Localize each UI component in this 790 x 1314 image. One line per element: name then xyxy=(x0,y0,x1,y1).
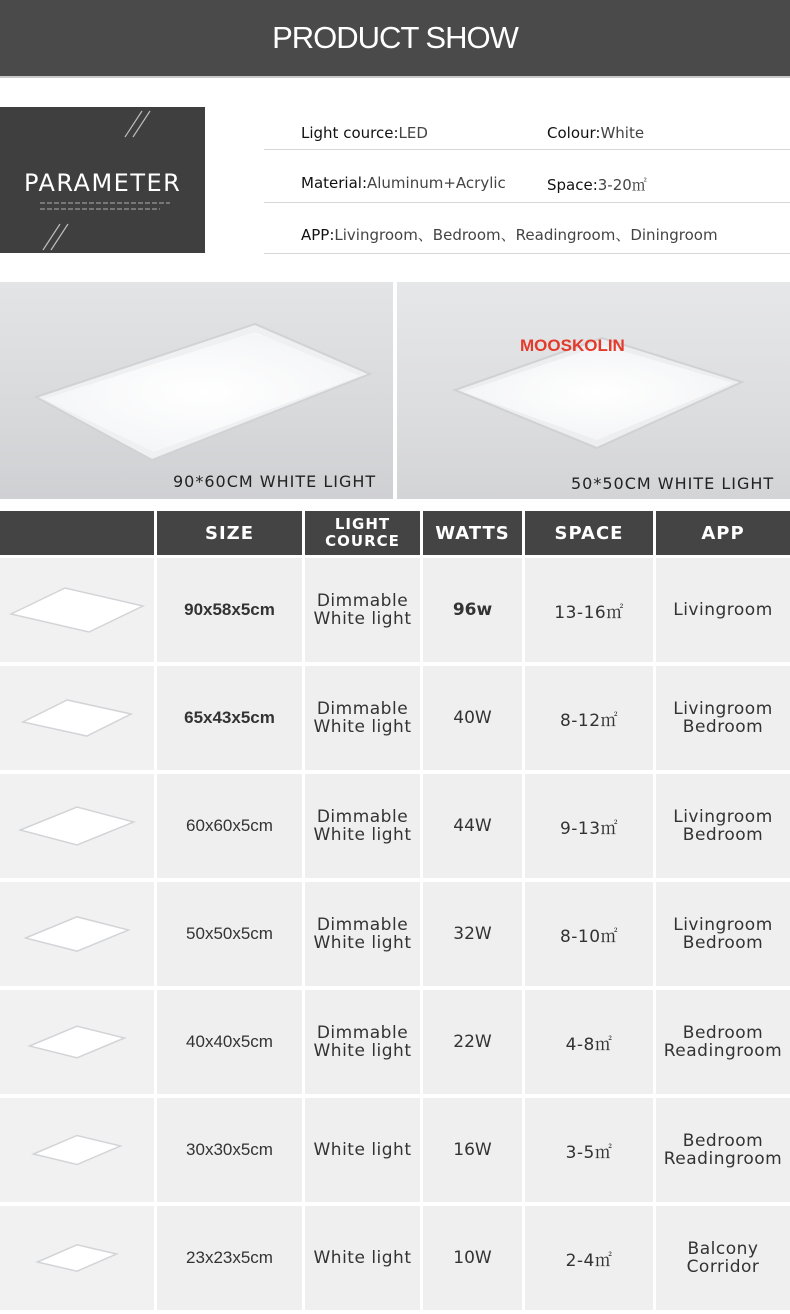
app-lines xyxy=(673,808,773,844)
table-cell-thumbnail xyxy=(0,1206,154,1310)
app-line: Bedroom xyxy=(682,825,764,845)
parameter-box xyxy=(0,107,205,253)
table-cell-watts xyxy=(423,558,522,662)
table-cell-light xyxy=(305,666,420,770)
table-cell-app xyxy=(656,882,790,986)
table-cell-space xyxy=(525,666,653,770)
app-line: Livingroom xyxy=(673,807,773,827)
decorative-fine-text xyxy=(40,202,170,204)
app-line: Readingroom xyxy=(663,1149,783,1169)
app-line: Corridor xyxy=(686,1257,760,1277)
param-material xyxy=(301,174,506,192)
space-value: 2-4㎡ xyxy=(565,1250,613,1271)
table-cell-light xyxy=(305,774,420,878)
size-value: 50x50x5cm xyxy=(186,924,273,943)
table-cell-watts xyxy=(423,1206,522,1310)
param-space xyxy=(547,174,647,195)
divider xyxy=(264,253,790,254)
app-lines xyxy=(673,916,773,952)
size-value: 65x43x5cm xyxy=(184,708,275,727)
table-cell-app xyxy=(656,1206,790,1310)
table-cell-size xyxy=(157,558,302,662)
param-value: 3-20㎡ xyxy=(597,176,647,194)
page-title: PRODUCT SHOW xyxy=(272,20,518,55)
table-header-light xyxy=(305,511,420,555)
table-header-image xyxy=(0,511,154,555)
param-key: Material: xyxy=(301,174,367,192)
size-value: 90x58x5cm xyxy=(184,600,275,619)
lamp-thumbnail-icon xyxy=(0,774,154,878)
app-line: Bedroom xyxy=(682,1131,764,1151)
space-value: 13-16㎡ xyxy=(554,602,624,623)
light-line: Dimmable xyxy=(316,915,409,935)
table-cell-app xyxy=(656,774,790,878)
size-value: 30x30x5cm xyxy=(186,1140,273,1159)
table-header-light-line: LIGHT xyxy=(334,515,391,533)
light-line: White light xyxy=(313,609,412,629)
table-cell-thumbnail xyxy=(0,774,154,878)
table-cell-space xyxy=(525,1098,653,1202)
table-header-app: APP xyxy=(656,511,790,555)
table-cell-size xyxy=(157,1098,302,1202)
parameter-label: PARAMETER xyxy=(24,169,182,197)
table-cell-thumbnail xyxy=(0,1098,154,1202)
app-line: Livingroom xyxy=(673,915,773,935)
photo-caption: 50*50CM WHITE LIGHT xyxy=(571,474,775,493)
table-cell-watts xyxy=(423,666,522,770)
table-cell-space xyxy=(525,990,653,1094)
app-lines xyxy=(664,1024,782,1060)
param-value: White xyxy=(600,124,645,142)
light-lines xyxy=(313,700,411,736)
param-colour xyxy=(547,124,644,142)
lamp-thumbnail-icon xyxy=(0,558,154,662)
light-line: Dimmable xyxy=(316,699,409,719)
space-value: 3-5㎡ xyxy=(565,1142,613,1163)
table-cell-light xyxy=(305,1098,420,1202)
param-key: APP: xyxy=(301,226,335,244)
light-line: Dimmable xyxy=(316,807,409,827)
param-key: Colour: xyxy=(547,124,601,142)
param-value: Livingroom、Bedroom、Readingroom、Diningroom xyxy=(334,226,718,244)
table-header-light-line: COURCE xyxy=(325,532,400,550)
table-cell-watts xyxy=(423,882,522,986)
space-value: 4-8㎡ xyxy=(565,1034,613,1055)
photo-caption: 90*60CM WHITE LIGHT xyxy=(173,472,377,491)
table-cell-space xyxy=(525,558,653,662)
table-cell-size xyxy=(157,990,302,1094)
table-cell-size xyxy=(157,882,302,986)
watts-value: 10W xyxy=(453,1248,492,1268)
param-value: Aluminum+Acrylic xyxy=(367,174,506,192)
space-value: 8-12㎡ xyxy=(559,710,619,731)
table-header-space: SPACE xyxy=(525,511,653,555)
table-cell-light xyxy=(305,990,420,1094)
lamp-thumbnail-icon xyxy=(0,1206,154,1310)
light-lines xyxy=(313,916,411,952)
ceiling-lamp-image xyxy=(397,282,790,499)
table-cell-space xyxy=(525,1206,653,1310)
table-cell-thumbnail xyxy=(0,990,154,1094)
product-photo-90x60 xyxy=(0,282,393,499)
watts-value: 22W xyxy=(453,1032,492,1052)
table-cell-app xyxy=(656,666,790,770)
table-header-watts: WATTS xyxy=(423,511,522,555)
light-lines xyxy=(313,592,411,628)
lamp-thumbnail-icon xyxy=(0,1098,154,1202)
watts-value: 44W xyxy=(453,816,492,836)
light-lines xyxy=(313,808,411,844)
watts-value: 96w xyxy=(452,600,493,620)
app-lines xyxy=(673,601,773,619)
table-cell-light xyxy=(305,558,420,662)
divider xyxy=(264,149,790,150)
space-value: 9-13㎡ xyxy=(559,818,619,839)
light-line: Dimmable xyxy=(316,591,409,611)
table-cell-thumbnail xyxy=(0,558,154,662)
table-cell-size xyxy=(157,1206,302,1310)
size-value: 40x40x5cm xyxy=(186,1032,273,1051)
light-line: White light xyxy=(313,1140,412,1160)
app-lines xyxy=(673,700,773,736)
table-cell-watts xyxy=(423,990,522,1094)
table-cell-size xyxy=(157,774,302,878)
app-lines xyxy=(687,1240,760,1276)
light-line: White light xyxy=(313,825,412,845)
light-line: White light xyxy=(313,933,412,953)
table-cell-watts xyxy=(423,774,522,878)
watts-value: 32W xyxy=(453,924,492,944)
table-cell-space xyxy=(525,774,653,878)
table-cell-app xyxy=(656,558,790,662)
watts-value: 16W xyxy=(453,1140,492,1160)
brand-logo: MOOSKOLIN xyxy=(520,336,625,355)
light-line: White light xyxy=(313,1041,412,1061)
lamp-thumbnail-icon xyxy=(0,990,154,1094)
app-line: Bedroom xyxy=(682,933,764,953)
lamp-thumbnail-icon xyxy=(0,666,154,770)
app-line: Readingroom xyxy=(663,1041,783,1061)
light-lines xyxy=(313,1249,411,1267)
size-value: 23x23x5cm xyxy=(186,1248,273,1267)
app-lines xyxy=(664,1132,782,1168)
decorative-fine-text xyxy=(40,208,160,210)
light-line: White light xyxy=(313,1248,412,1268)
app-line: Livingroom xyxy=(673,699,773,719)
lamp-thumbnail-icon xyxy=(0,882,154,986)
light-lines xyxy=(313,1024,411,1060)
product-photo-50x50 xyxy=(397,282,790,499)
table-cell-light xyxy=(305,882,420,986)
light-lines xyxy=(313,1141,411,1159)
param-light-source xyxy=(301,124,428,142)
param-key: Space: xyxy=(547,176,598,194)
size-value: 60x60x5cm xyxy=(186,816,273,835)
table-cell-light xyxy=(305,1206,420,1310)
table-cell-thumbnail xyxy=(0,882,154,986)
param-key: Light cource: xyxy=(301,124,399,142)
space-value: 8-10㎡ xyxy=(559,926,619,947)
light-line: Dimmable xyxy=(316,1023,409,1043)
app-line: Bedroom xyxy=(682,717,764,737)
ceiling-lamp-image xyxy=(0,282,393,499)
table-cell-app xyxy=(656,1098,790,1202)
param-app xyxy=(301,224,718,245)
light-line: White light xyxy=(313,717,412,737)
table-cell-size xyxy=(157,666,302,770)
header-bar xyxy=(0,0,790,78)
app-line: Livingroom xyxy=(673,600,773,620)
table-cell-watts xyxy=(423,1098,522,1202)
table-header-size: SIZE xyxy=(157,511,302,555)
divider xyxy=(264,202,790,203)
app-line: Bedroom xyxy=(682,1023,764,1043)
table-cell-thumbnail xyxy=(0,666,154,770)
watts-value: 40W xyxy=(453,708,492,728)
table-cell-app xyxy=(656,990,790,1094)
table-cell-space xyxy=(525,882,653,986)
param-value: LED xyxy=(398,124,428,142)
app-line: Balcony xyxy=(687,1239,759,1259)
